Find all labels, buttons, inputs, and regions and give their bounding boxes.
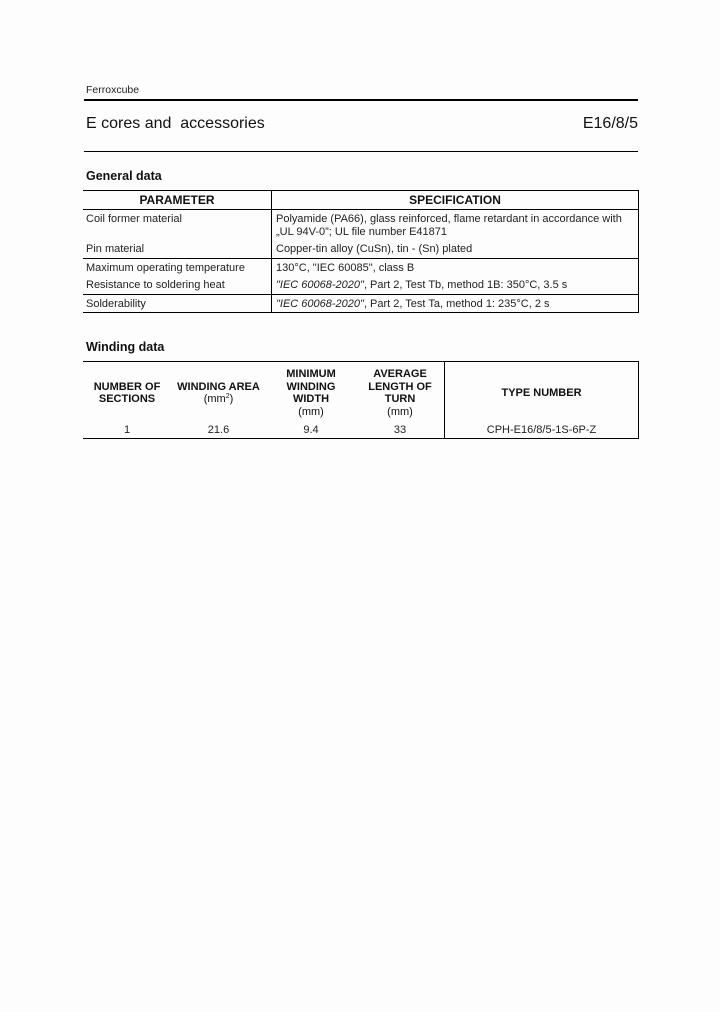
unit-label: (mm) (298, 405, 324, 418)
table-row (83, 258, 639, 276)
spec-text: „UL 94V-0”; UL file number E41871 (276, 225, 447, 238)
column-header-min-width (266, 362, 356, 425)
header-line: TURN (384, 393, 416, 405)
column-header-avg-length (356, 362, 445, 425)
column-header-parameter: PARAMETER (83, 191, 272, 210)
parameter-cell: Solderability (83, 294, 272, 313)
specification-cell (272, 294, 639, 313)
specification-cell: Copper-tin alloy (CuSn), tin - (Sn) plated (272, 240, 639, 258)
header-line: LENGTH OF (368, 380, 432, 393)
header-line: MINIMUM (286, 368, 336, 380)
table-header-row (83, 191, 639, 210)
specification-cell: 130°C, "IEC 60085", class B (272, 258, 639, 276)
parameter-cell: Coil former material (86, 213, 182, 225)
header-line: WIDTH (292, 393, 330, 405)
unit-superscript: 2 (225, 393, 230, 400)
table-row (83, 424, 639, 439)
header-line: WINDING AREA (177, 380, 260, 393)
unit-text: (mm (203, 393, 226, 405)
header-line: AVERAGE (373, 368, 427, 380)
parameter-cell: Maximum operating temperature (86, 261, 245, 274)
specification-cell (272, 210, 639, 241)
page-title: E cores and accessories (86, 115, 265, 132)
winding-data-heading: Winding data (86, 340, 165, 354)
sections-cell: 1 (83, 424, 171, 439)
column-header-specification: SPECIFICATION (272, 191, 639, 210)
header-line: SECTIONS (98, 393, 156, 405)
winding-area-cell: 21.6 (171, 424, 266, 439)
standard-reference: "IEC 60068-2020" (276, 279, 364, 291)
table-row (83, 210, 639, 241)
part-number: E16/8/5 (582, 115, 638, 132)
table-row (83, 240, 639, 258)
unit-label (204, 393, 234, 405)
unit-label: (mm) (387, 405, 413, 418)
general-data-heading: General data (86, 169, 162, 183)
type-number-cell: CPH-E16/8/5-1S-6P-Z (445, 424, 639, 439)
column-header-sections (83, 362, 171, 425)
header-rule (84, 99, 638, 101)
unit-text: ) (229, 393, 234, 405)
table-row (83, 294, 639, 313)
standard-reference: "IEC 60068-2020" (276, 297, 364, 310)
header-line: WINDING (286, 380, 336, 393)
avg-length-cell: 33 (356, 424, 445, 439)
column-header-type-number: TYPE NUMBER (445, 362, 639, 425)
column-header-winding-area (171, 362, 266, 425)
parameter-cell: Pin material (83, 240, 272, 258)
winding-data-table (83, 361, 639, 439)
spec-text: , Part 2, Test Ta, method 1: 235°C, 2 s (363, 297, 550, 310)
specification-cell (272, 276, 639, 294)
title-rule (84, 151, 638, 152)
table-header-row (83, 362, 639, 425)
header-line: NUMBER OF (93, 380, 161, 393)
table-row (83, 276, 639, 294)
parameter-cell: Resistance to soldering heat (83, 276, 272, 294)
general-data-table (83, 190, 639, 313)
spec-text: Polyamide (PA66), glass reinforced, flame retardant in accordance with (276, 213, 622, 225)
brand-name: Ferroxcube (86, 84, 140, 96)
spec-text: , Part 2, Test Tb, method 1B: 350°C, 3.5 s (363, 279, 568, 291)
min-width-cell: 9.4 (266, 424, 356, 439)
